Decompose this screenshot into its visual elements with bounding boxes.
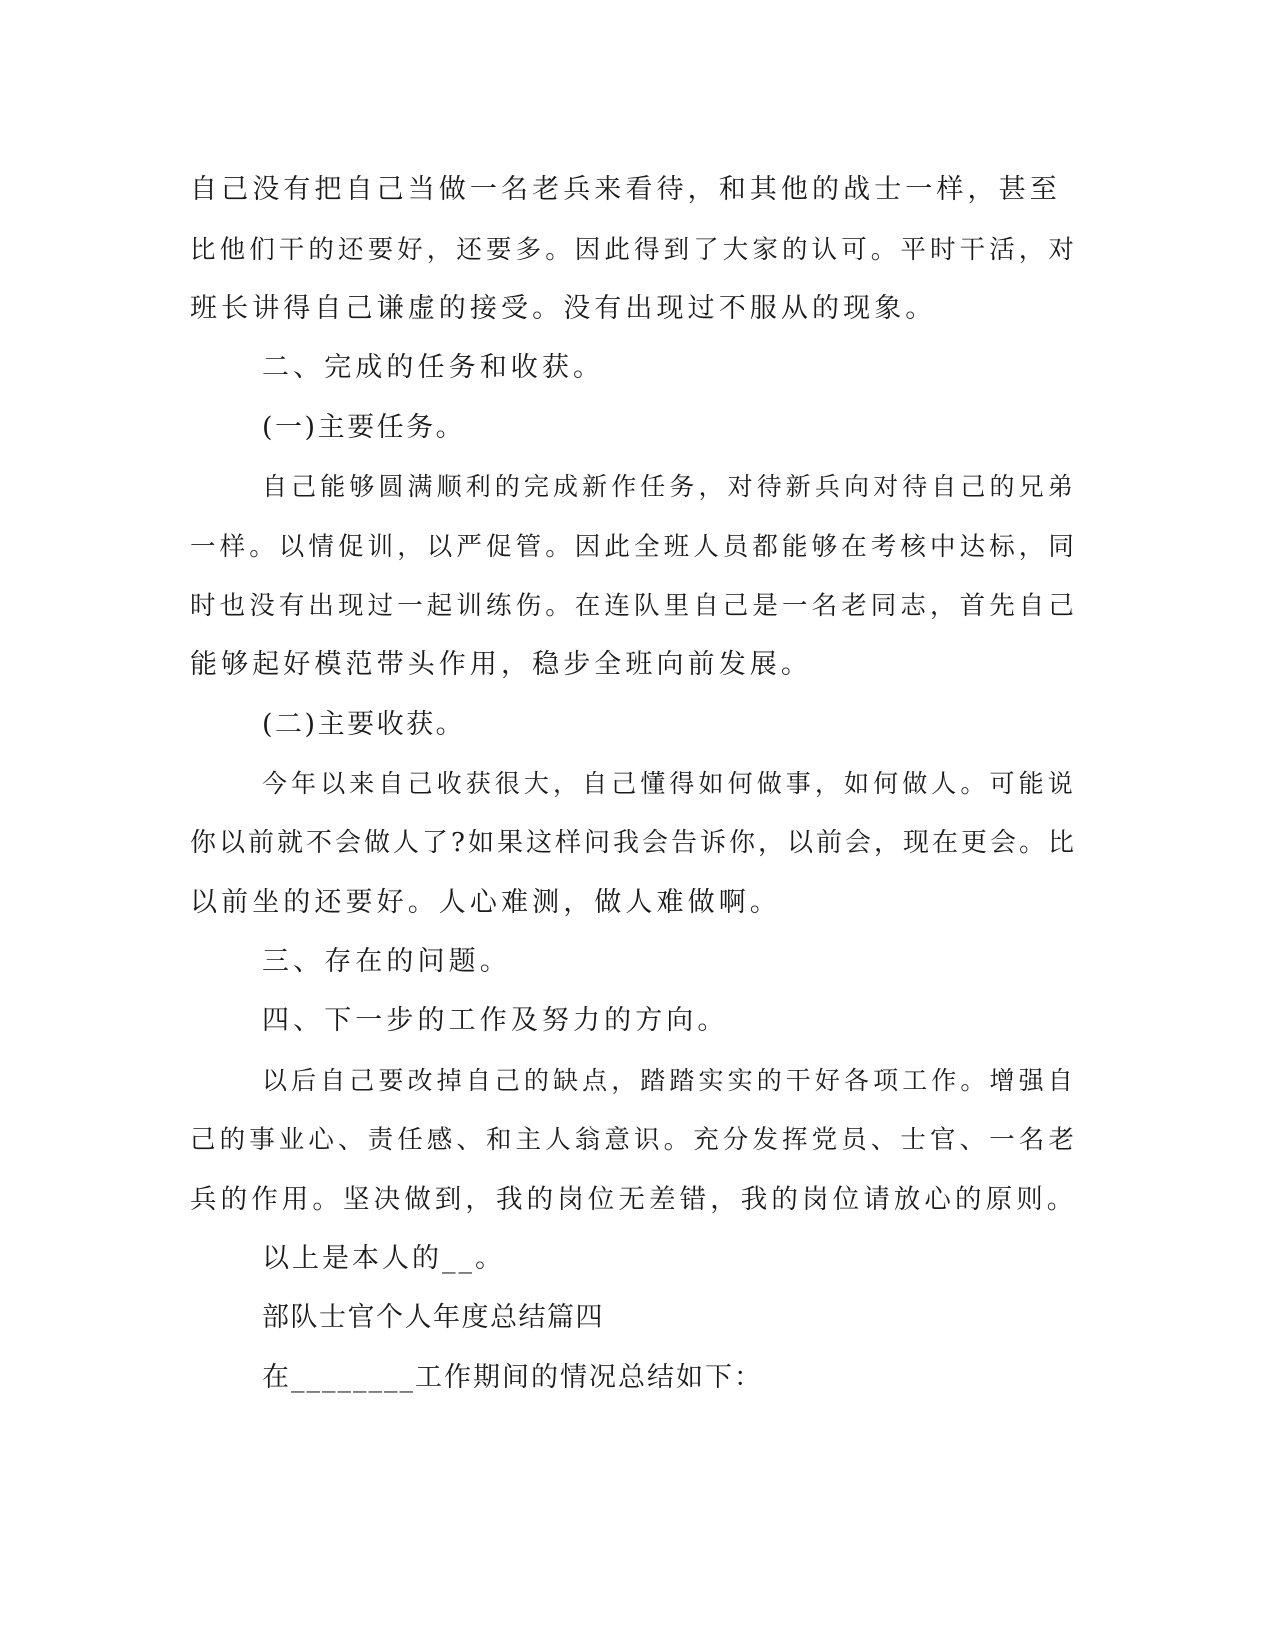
body-text-line: 以前坐的还要好。人心难测，做人难做啊。 [190,887,781,918]
body-text-line: 能够起好模范带头作用，稳步全班向前发展。 [190,649,812,680]
body-text-line: 比他们干的还要好，还要多。因此得到了大家的认可。平时干活，对 [190,235,1079,265]
subsection-heading: (二)主要收获。 [262,709,466,740]
section-heading: 三、存在的问题。 [262,946,511,977]
body-text-line: 以后自己要改掉自己的缺点，踏踏实实的干好各项工作。增强自 [262,1066,1077,1095]
body-text-line: 兵的作用。坚决做到，我的岗位无差错，我的岗位请放心的原则。 [190,1184,1078,1215]
article-title: 部队士官个人年度总结篇四 [262,1302,604,1333]
section-heading: 二、完成的任务和收获。 [262,352,605,383]
body-text-line: 今年以来自己收获很大，自己懂得如何做事，如何做人。可能说 [262,769,1077,798]
body-text-line: 一样。以情促训，以严促管。因此全班人员都能够在考核中达标，同 [190,532,1079,562]
body-text-line: 在________工作期间的情况总结如下： [262,1362,763,1393]
body-text-line: 你以前就不会做人了?如果这样问我会告诉你，以前会，现在更会。比 [190,828,1077,858]
body-text-line: 班长讲得自己谦虚的接受。没有出现过不服从的现象。 [190,293,937,324]
body-text-line: 自己没有把自己当做一名老兵来看待，和其他的战士一样，甚至 [190,174,1061,205]
body-text-line: 时也没有出现过一起训练伤。在连队里自己是一名老同志，首先自己 [190,591,1079,621]
body-text-line: 以上是本人的__。 [262,1243,505,1274]
body-text-line: 己的事业心、责任感、和主人翁意识。充分发挥党员、士官、一名老 [190,1125,1079,1155]
subsection-heading: (一)主要任务。 [262,412,466,443]
section-heading: 四、下一步的工作及努力的方向。 [262,1005,729,1036]
body-text-line: 自己能够圆满顺利的完成新作任务，对待新兵向对待自己的兄弟 [262,472,1077,501]
